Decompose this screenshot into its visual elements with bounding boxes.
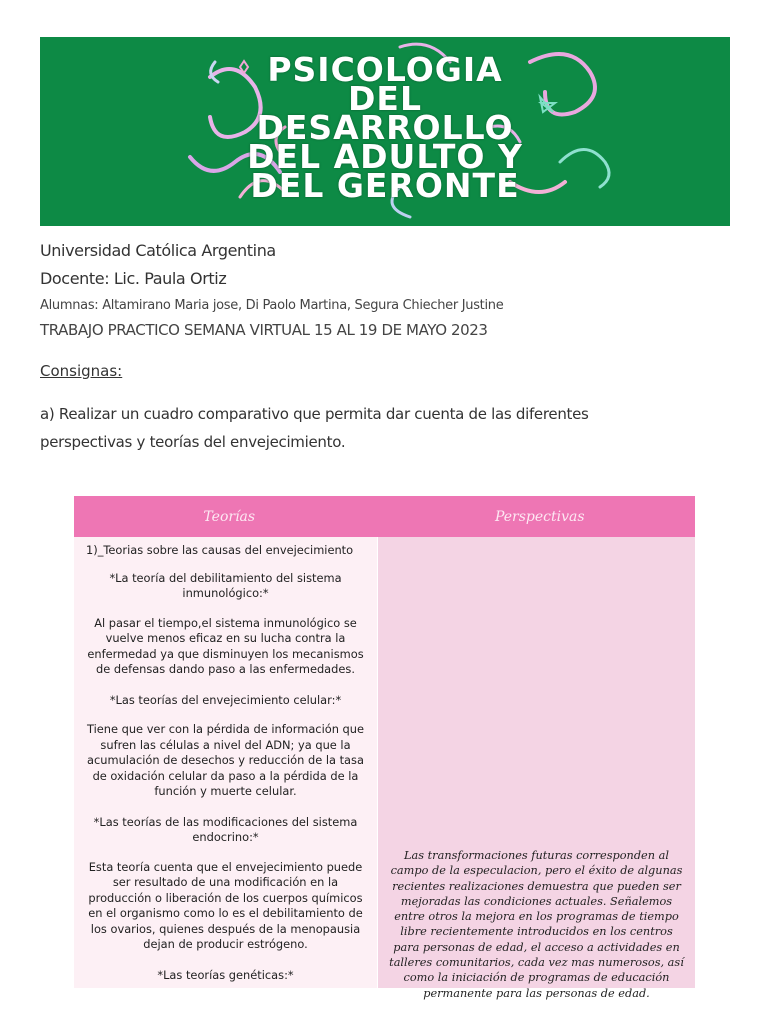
column-header-theories: Teorías (203, 508, 256, 525)
university-name: Universidad Católica Argentina (40, 241, 276, 260)
theory-heading: *Las teorías genéticas:* (157, 967, 294, 982)
title-line: DEL GERONTE (250, 166, 520, 205)
assignment-title: TRABAJO PRACTICO SEMANA VIRTUAL 15 AL 19 DE MAYO 2023 (40, 321, 488, 339)
title-line: DEL ADULTO Y (247, 137, 523, 176)
theory-heading: *Las teorías del envejecimiento celular:* (109, 692, 342, 707)
perspectives-cell (377, 537, 695, 1000)
table-body-row (74, 537, 695, 1000)
comparison-table (74, 496, 695, 1000)
theory-text: Esta teoría cuenta que el envejecimiento puede ser resultado de una modificación en la producción o liberación de los cuerpos químicos en el organismo como lo es el debilitamiento de los ovarios, quienes después de la menopausia dejan de producir estrógeno. (88, 859, 363, 951)
theories-cell (74, 537, 377, 988)
title-line: DEL (348, 79, 422, 118)
theory-heading: *Las teorías de las modificaciones del sistema endocrino:* (93, 814, 358, 844)
perspectives-text: Las transformaciones futuras corresponden al campo de la especulacion, pero el éxito de algunas recientes realizaciones demuestra que pueden ser mejoradas las condiciones actuales. Señalemos entre otros la mejora en los programas de tiempo libre recientemente introducidos en los centros para personas de edad, el acceso a actividades en talleres comunitarios, cada vez mas numerosos, así como la iniciación de programas de educación permanente para las personas de edad. (389, 849, 684, 1000)
title-line: DESARROLLO (256, 108, 514, 147)
title-banner (40, 37, 730, 226)
table-header-row (74, 496, 695, 537)
instructions-label: Consignas: (40, 362, 123, 380)
section-heading: 1)_Teorias sobre las causas del envejecimiento (86, 543, 354, 557)
theory-text: Tiene que ver con la pérdida de información que sufren las células a nivel del ADN; ya que la acumulación de desechos y reducción de la tasa de oxidación celular da paso a la pérdida de la función y muerte celular. (86, 722, 365, 798)
title-line: PSICOLOGIA (267, 50, 503, 89)
theory-text: Al pasar el tiempo,el sistema inmunológico se vuelve menos eficaz en su lucha contra la enfermedad ya que disminuyen los mecanismos de defensas dando paso a las enfermedades. (87, 615, 364, 676)
document-title (40, 50, 730, 205)
teacher-name: Docente: Lic. Paula Ortiz (40, 269, 227, 288)
theory-heading: *La teoría del debilitamiento del sistema inmunológico:* (109, 570, 342, 600)
instruction-a: a) Realizar un cuadro comparativo que permita dar cuenta de las diferentes perspectivas y teorías del envejecimiento. (40, 405, 589, 451)
column-header-perspectives: Perspectivas (494, 508, 585, 525)
students-list: Alumnas: Altamirano Maria jose, Di Paolo Martina, Segura Chiecher Justine (40, 298, 504, 313)
